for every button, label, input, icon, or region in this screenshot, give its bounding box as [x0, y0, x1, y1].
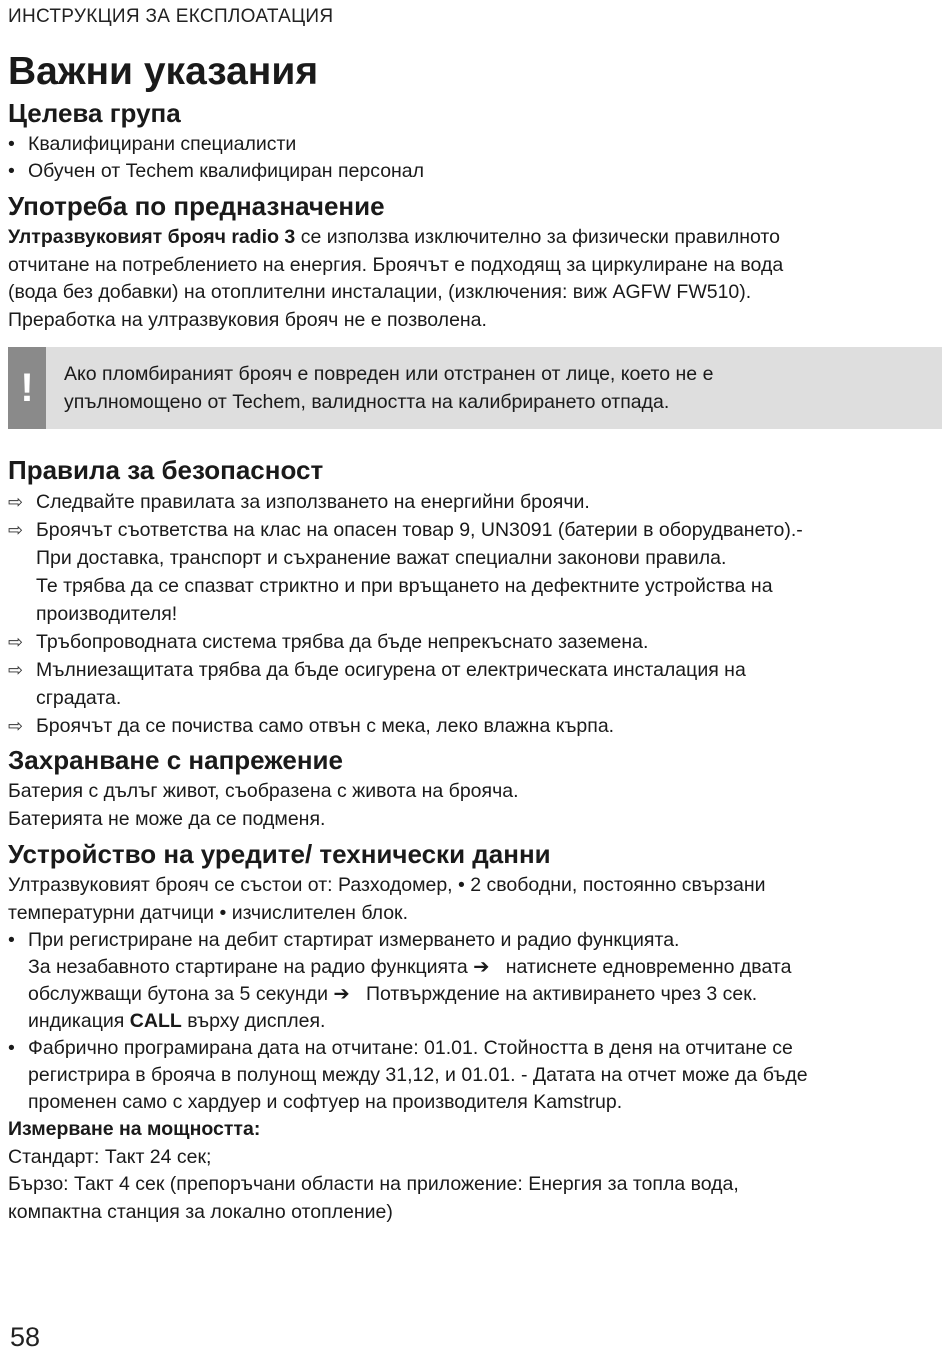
arrow-right-icon: ⇨ [8, 632, 24, 652]
list-item: • Квалифицирани специалисти [8, 131, 942, 158]
page-title: Важни указания [8, 50, 319, 93]
list-item: • При регистриране на дебит стартират измерването и радио функцията. За незабавното стартиране на радио функцията ➔ натиснете едновременно двата обслужващи бутона за 5 секунди ➔ Потвърждение на активирането чрез 3 сек. индикация CALL върху дисплея. [8, 929, 792, 1032]
paragraph-line: Стандарт: Такт 24 сек; [8, 1145, 212, 1168]
section-power-supply [8, 742, 942, 833]
bullet-dot-icon: • [8, 160, 15, 182]
section-technical-data [8, 836, 942, 1226]
list-item: ⇨ Мълниезащитата трябва да бъде осигурена от електрическата инсталация на сградата. [8, 656, 942, 712]
arrow-right-icon: ⇨ [8, 660, 24, 680]
paragraph: Ултразвуковият брояч radio 3 се използва изключително за физически правилното [8, 226, 780, 248]
paragraph-line: Бързо: Такт 4 сек (препоръчани области на приложение: Енергия за топла вода, [8, 1173, 739, 1195]
arrow-icon: ➔ [473, 956, 490, 978]
arrow-right-icon: ⇨ [8, 492, 24, 512]
paragraph-line: Батерията не може да се подменя. [8, 807, 326, 830]
notice-text: Ако пломбираният брояч е повреден или отстранен от лице, което не е упълномощено от Techem, валидността на калибрирането отпада. [64, 363, 714, 413]
warning-notice [8, 347, 942, 429]
arrow-right-icon: ⇨ [8, 520, 24, 540]
section-heading: Целева група [8, 98, 181, 128]
section-safety [8, 452, 942, 740]
section-heading: Употреба по предназначение [8, 191, 385, 221]
section-heading: Устройство на уредите/ технически данни [8, 839, 551, 869]
paragraph-line: (вода без добавки) на отоплителни инсталации, (изключения: виж AGFW FW510). [8, 281, 752, 303]
paragraph-line: отчитане на потреблението на енергия. Броячът е подходящ за циркулиране на вода [8, 253, 784, 276]
paragraph-line: температурни датчици • изчислителен блок. [8, 901, 408, 924]
list-item: • Фабрично програмирана дата на отчитане: 01.01. Стойността в деня на отчитане се регистрира в брояча в полунощ между 31,12, и 01.01. - Датата на отчет може да бъде променен само с хардуер и софтуер на производителя Kamstrup. [8, 1037, 808, 1113]
list-item: ⇨ Броячът съответства на клас на опасен товар 9, UN3091 (батерии в оборудването).- При доставка, транспорт и съхранение важат специални законови правила. Те трябва да се спазват стриктно и при връщането на дефектните устройства на производителя! [8, 516, 942, 628]
paragraph-line: Ултразвуковият брояч се състои от: Разходомер, • 2 свободни, постоянно свързани [8, 874, 766, 896]
paragraph-line: компактна станция за локално отопление) [8, 1200, 393, 1223]
bullet-dot-icon: • [8, 1037, 15, 1059]
list-item: ⇨ Броячът да се почиства само отвън с мека, леко влажна кърпа. [8, 712, 942, 740]
section-heading: Захранване с напрежение [8, 745, 343, 775]
bullet-dot-icon: • [8, 133, 15, 155]
section-heading: Правила за безопасност [8, 455, 324, 485]
paragraph-line: Преработка на ултразвуковия брояч не е позволена. [8, 308, 487, 331]
content [8, 95, 942, 1226]
list-item: ⇨ Тръбопроводната система трябва да бъде непрекъснато заземена. [8, 628, 942, 656]
section-target-group [8, 95, 942, 185]
exclamation-icon: ! [8, 347, 46, 429]
list-item: • Обучен от Techem квалифициран персонал [8, 158, 942, 185]
display-indicator-label: CALL [129, 1010, 182, 1032]
running-header: ИНСТРУКЦИЯ ЗА ЕКСПЛОАТАЦИЯ [8, 6, 334, 27]
paragraph-line: Батерия с дълъг живот, съобразена с живота на брояча. [8, 780, 519, 802]
page-number: 58 [10, 1322, 41, 1352]
bullet-dot-icon: • [8, 929, 15, 951]
section-intended-use [8, 188, 942, 334]
subheading: Измерване на мощността: [8, 1118, 261, 1140]
arrow-right-icon: ⇨ [8, 716, 24, 736]
list-item: ⇨ Следвайте правилата за използването на енергийни броячи. [8, 488, 942, 516]
arrow-icon: ➔ [333, 983, 350, 1005]
